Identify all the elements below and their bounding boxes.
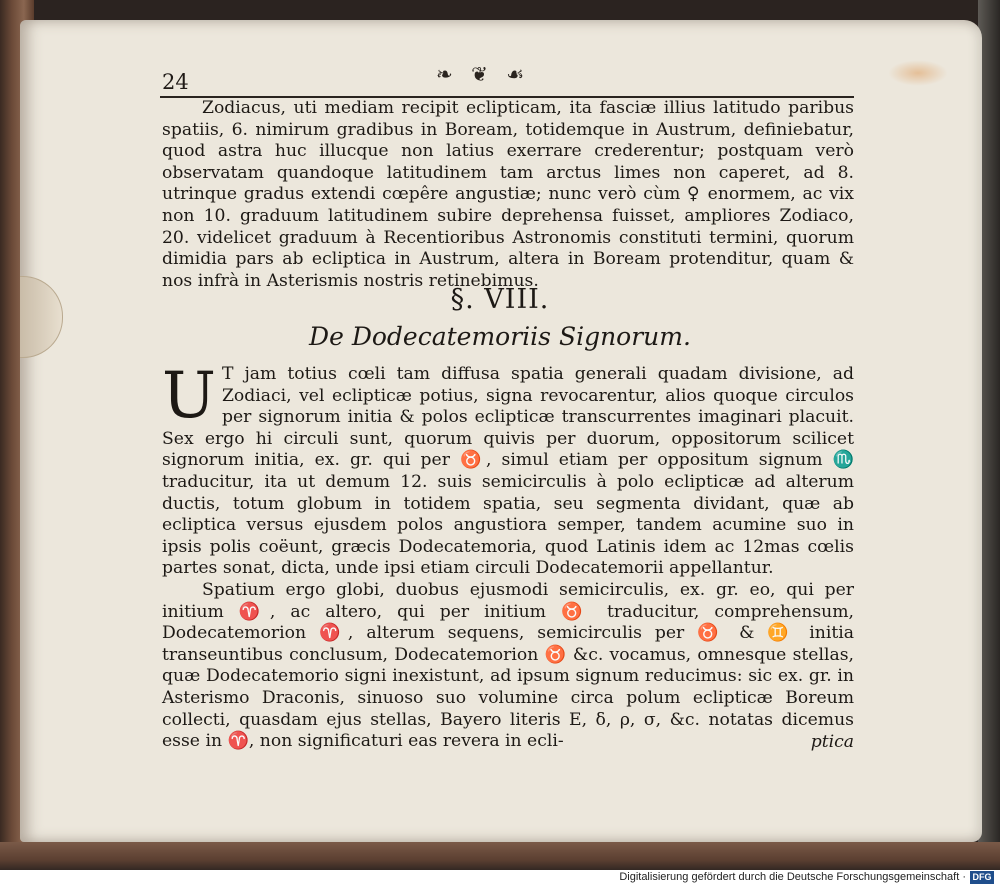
paragraph-dodecatemoria-text: T jam totius cœli tam diffusa spatia generali quadam divisione, ad Zodiaci, vel eclipticæ potius, signa revocarentur, alios quoque circulos per signorum initia & polos eclipticæ transcurrentes imaginari placuit. Sex ergo hi circuli sunt, quorum quivis per duorum, oppositorum scilicet signorum initia, ex. gr. qui per ♉, simul etiam per oppositum signum ♏ traducitur, ita ut demum 12. suis semicirculis à polo eclipticæ ad alterum ductis, totum globum in totidem spatia, seu segmenta dividant, quæ ab ecliptica versus ejusdem polos angustiora semper, tandem acumine suo in ipsis polis coëunt, græcis Dodecatemoria, quod Latinis idem ac 12mas cœlis partes sonat, dicta, unde ipsi etiam circuli Dodecatemorii appellantur.: [162, 364, 854, 579]
paragraph-zodiacus: Zodiacus, uti mediam recipit eclipticam, ita fasciæ illius latitudo paribus spatiis, 6. nimirum gradibus in Boream, totidemque in Austrum, definiebatur, quod astra huc illucque non latius exerrare crederentur; postquam verò observatam quandoque latitudinem tam arctus limes non caperet, ad 8. utrinque gradus extendi cœpêre angustiæ; nunc verò cùm ♀ enormem, ac vix non 10. graduum latitudinem subire deprehensa fuisset, ampliores Zodiaco, 20. videlicet graduum à Recentioribus Astronomis constituti termini, quorum dimidia pars ab ecliptica in Austrum, altera in Boream protenditur, quam & nos infrà in Asterismis nostris retinebimus.: [162, 98, 854, 291]
section-title: De Dodecatemoriis Signorum.: [309, 322, 691, 351]
catchword: ptica: [810, 732, 854, 752]
footer-credit: Digitalisierung gefördert durch die Deutsche Forschungsgemeinschaft ·: [619, 871, 966, 883]
section-number: §. VIII.: [450, 284, 550, 315]
page-edge: [0, 842, 1000, 872]
dfg-logo: DFG: [970, 871, 994, 884]
page-number: 24: [162, 70, 189, 94]
paragraph-dodecatemoria: [162, 359, 854, 580]
page-stain: [888, 60, 948, 86]
paragraph-spatium: Spatium ergo globi, duobus ejusmodi semicirculis, ex. gr. eo, qui per initium ♈, ac altero, qui per initium ♉ traducitur, comprehensum, Dodecatemorion ♈, alterum sequens, semicirculis per ♉ & ♊ initia transeuntibus conclusum, Dodecatemorion ♉ &c. vocamus, omnesque stellas, quæ Dodecatemorio signi inexistunt, ad ipsum signum reducimus: sic ex. gr. in Asterismo Draconis, sinuoso suo volumine circa polum eclipticæ Boreum collecti, quasdam ejus stellas, Bayero literis E, δ, ρ, σ, &c. notatas dicemus esse in ♈, non significaturi eas revera in ecli-: [162, 580, 854, 752]
footer-bar: [0, 870, 1000, 886]
header-ornament-icon: ❧ ❦ ☙: [436, 62, 531, 86]
drop-cap: U: [162, 359, 216, 433]
